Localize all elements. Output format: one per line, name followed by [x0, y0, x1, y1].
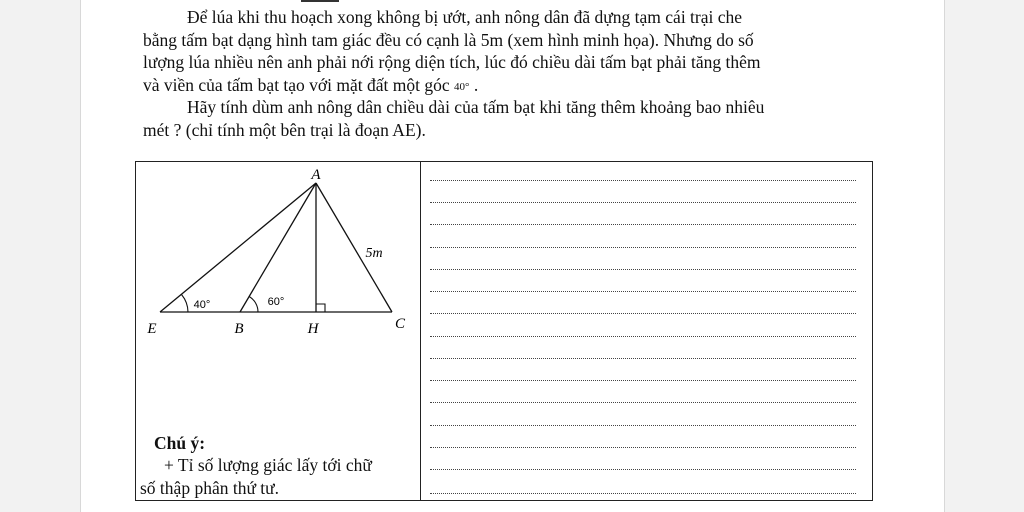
para1-line2: bằng tấm bạt dạng hình tam giác đều có cạnh là 5m (xem hình minh họa). Nhưng do số — [143, 29, 754, 50]
angle-arc-e — [182, 295, 188, 312]
side-length-label: 5m — [365, 246, 383, 261]
answer-line[interactable] — [430, 336, 856, 337]
answer-line[interactable] — [430, 358, 856, 359]
answer-line[interactable] — [430, 180, 856, 181]
note-line-2: số thập phân thứ tư. — [140, 478, 280, 498]
answer-line[interactable] — [430, 247, 856, 248]
answer-line[interactable] — [430, 202, 856, 203]
note-line-1: + Tỉ số lượng giác lấy tới chữ — [164, 455, 372, 475]
column-divider — [420, 162, 421, 500]
label-a: A — [311, 167, 321, 183]
answer-line[interactable] — [430, 291, 856, 292]
label-h: H — [307, 321, 319, 337]
para1-angle: 40° — [454, 80, 470, 93]
note-title: Chú ý: — [154, 433, 206, 453]
label-e: E — [147, 321, 157, 337]
para1-line1: Để lúa khi thu hoạch xong không bị ướt, anh nông dân đã dựng tạm cái trại che — [187, 7, 743, 27]
para1-line4-suffix: . — [473, 74, 479, 95]
para1-line3: lượng lúa nhiều nên anh phải nới rộng diện tích, lúc đó chiều dài tấm bạt phải tăng thêm — [143, 52, 761, 72]
answer-line[interactable] — [430, 469, 856, 470]
figure-answer-table — [135, 161, 873, 501]
problem-paragraph-2 — [143, 96, 873, 141]
para1-line4-prefix: và viền của tấm bạt tạo với mặt đất một góc — [143, 74, 450, 95]
top-rule — [301, 0, 339, 2]
segment-ab — [240, 183, 316, 312]
right-angle-mark — [316, 304, 325, 312]
answer-line[interactable] — [430, 269, 856, 270]
answer-line[interactable] — [430, 224, 856, 225]
answer-line[interactable] — [430, 380, 856, 381]
angle-arc-b — [249, 297, 258, 313]
answer-line[interactable] — [430, 493, 856, 494]
angle-label-e: 40° — [193, 299, 211, 311]
answer-line[interactable] — [430, 447, 856, 448]
answer-line[interactable] — [430, 402, 856, 403]
document-page — [80, 0, 945, 512]
answer-line[interactable] — [430, 313, 856, 314]
para2-line2: mét ? (chỉ tính một bên trại là đoạn AE). — [143, 119, 426, 140]
para2-line1: Hãy tính dùm anh nông dân chiều dài của tấm bạt khi tăng thêm khoảng bao nhiêu — [187, 97, 765, 117]
triangle-figure — [136, 162, 420, 430]
angle-label-b: 60° — [267, 296, 285, 308]
problem-paragraph-1 — [143, 6, 873, 98]
label-b: B — [234, 321, 244, 337]
answer-line[interactable] — [430, 425, 856, 426]
segment-ae — [160, 183, 316, 312]
label-c: C — [394, 316, 406, 332]
